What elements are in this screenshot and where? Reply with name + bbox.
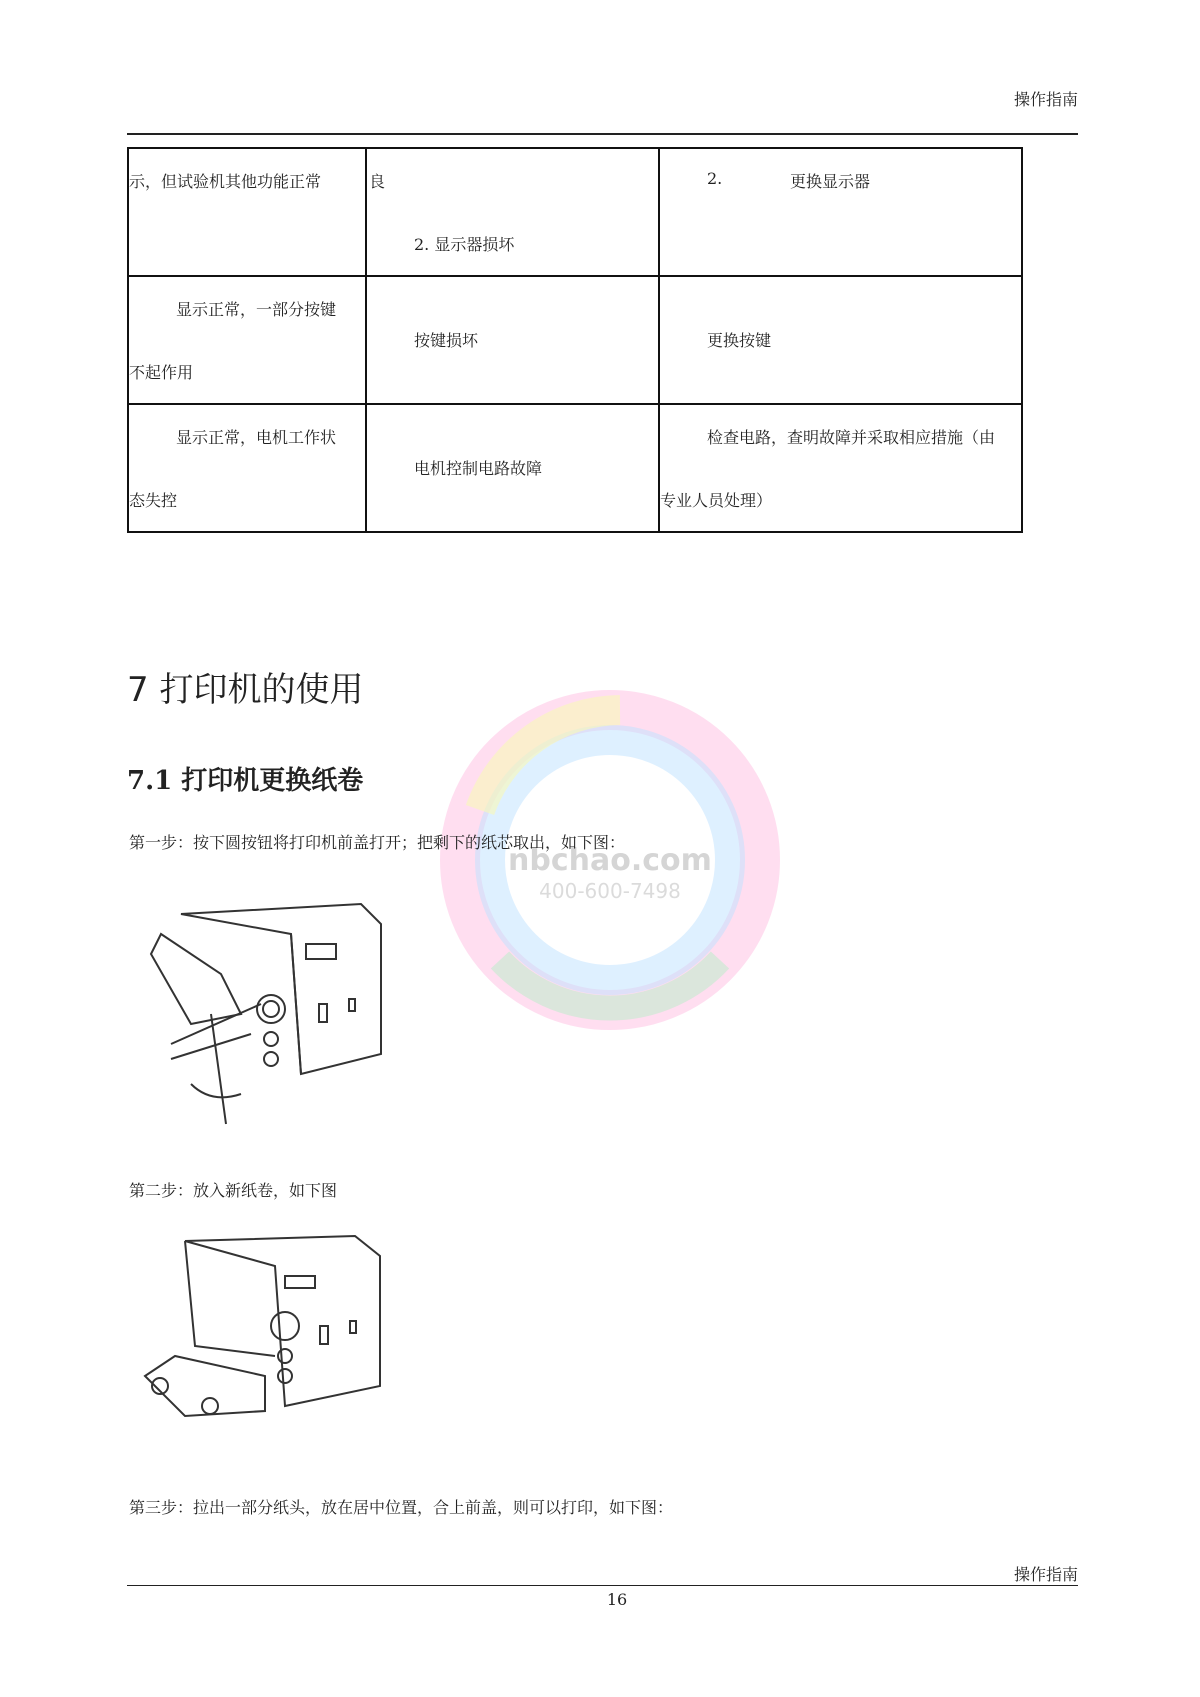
watermark-logo bbox=[420, 660, 800, 1060]
table-cell bbox=[128, 276, 366, 404]
table-cell bbox=[128, 148, 366, 276]
table-row bbox=[128, 276, 1022, 404]
cell-text: 电机控制电路故障 bbox=[414, 459, 543, 478]
table-cell bbox=[659, 404, 1022, 532]
table-cell bbox=[366, 276, 659, 404]
section-title: 7 打印机的使用 bbox=[127, 670, 364, 710]
troubleshooting-table bbox=[127, 147, 1023, 533]
watermark-brand: nbchao.com bbox=[508, 843, 712, 878]
step-1-text: 第一步：按下圆按钮将打印机前盖打开；把剩下的纸芯取出，如下图： bbox=[129, 833, 626, 852]
cell-text: 检查电路，查明故障并采取相应措施（由 bbox=[707, 428, 996, 447]
cell-text: 更换按键 bbox=[707, 331, 772, 350]
watermark-phone: 400-600-7498 bbox=[539, 879, 681, 903]
step-2-text: 第二步：放入新纸卷，如下图 bbox=[129, 1181, 338, 1200]
cell-text: 不起作用 bbox=[129, 363, 194, 382]
table-cell bbox=[366, 148, 659, 276]
table-row bbox=[128, 404, 1022, 532]
table-cell bbox=[366, 404, 659, 532]
step-3-text: 第三步：拉出一部分纸头，放在居中位置，合上前盖，则可以打印，如下图： bbox=[129, 1498, 674, 1517]
cell-text: 2. 显示器损坏 bbox=[414, 235, 515, 254]
cell-text: 良 bbox=[369, 172, 386, 191]
header-divider bbox=[127, 133, 1078, 135]
cell-text: 2. bbox=[707, 169, 723, 188]
footer-divider bbox=[127, 1585, 1078, 1586]
cell-text: 态失控 bbox=[129, 491, 178, 510]
page-footer-title: 操作指南 bbox=[1013, 1565, 1078, 1584]
table-cell bbox=[659, 276, 1022, 404]
page-number: 16 bbox=[606, 1590, 628, 1609]
cell-text: 显示正常，一部分按键 bbox=[176, 300, 337, 319]
cell-text: 显示正常，电机工作状 bbox=[176, 428, 337, 447]
subsection-title: 7.1 打印机更换纸卷 bbox=[127, 766, 364, 796]
table-cell bbox=[659, 148, 1022, 276]
cell-text: 示，但试验机其他功能正常 bbox=[129, 172, 322, 191]
table-cell bbox=[128, 404, 366, 532]
printer-paper-roll-illustration bbox=[135, 1226, 395, 1426]
cell-text: 更换显示器 bbox=[790, 172, 871, 191]
table-row bbox=[128, 148, 1022, 276]
cell-text: 专业人员处理） bbox=[660, 491, 773, 510]
cell-text: 按键损坏 bbox=[414, 331, 479, 350]
page-header: 操作指南 bbox=[1013, 90, 1078, 109]
printer-open-illustration bbox=[131, 894, 403, 1144]
